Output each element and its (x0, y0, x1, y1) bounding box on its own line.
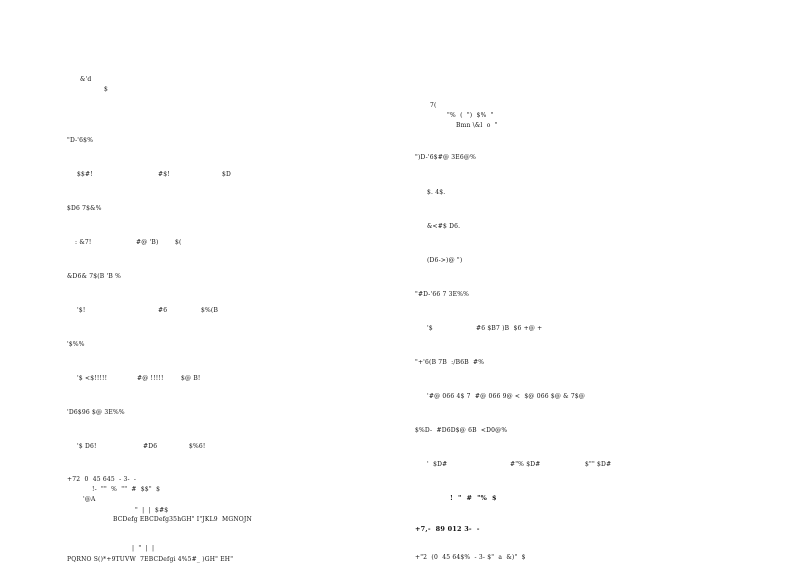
left-sec2-item-2: #@ 'B) (136, 239, 159, 246)
right-header-1: 7( (430, 102, 437, 109)
left-sec5-item-1: '$ D6! (77, 443, 97, 450)
left-sec5-item-3: $%6! (189, 443, 206, 450)
left-sec5-item-2: #D6 (143, 443, 158, 450)
left-sec5-heading: 'D6$96 $@ 3E%% (67, 409, 125, 416)
left-header-2: $ (104, 86, 109, 93)
left-sec3-item-1: '$! (77, 307, 86, 314)
right-sec1-item-1: $. 4$. (427, 189, 446, 196)
right-sec2-item-1: '$ (427, 325, 433, 332)
right-sec4-item-1: ' $D# (427, 461, 448, 468)
left-block-line-7: PQRNO S()*+9TUVW 7EBCDefgi 4%5#_ )GH" EH" (67, 556, 234, 563)
left-sec4-item-3: $@ B! (181, 375, 201, 382)
left-sec2-heading: $D6 7$&% (67, 205, 102, 212)
right-header-3: Bmn \&l o " (456, 122, 498, 129)
left-sec1-heading: "D-'6$% (67, 137, 94, 144)
right-sec5-line-3: +"2 (0 45 64$% - 3- $" a &)" $ (415, 554, 526, 561)
right-sec2-item-2: #6 $B7 )B $6 +@ + (476, 325, 543, 332)
left-block-line-4: " | | $#$ (135, 507, 169, 514)
left-sec4-heading: '$%% (67, 341, 85, 348)
left-block-line-3: '@A (83, 496, 96, 503)
right-sec4-heading: $%D- #D6D$@ 6B <D0@% (415, 427, 508, 434)
right-sec1-item-2: &<#$ D6. (427, 223, 461, 230)
left-block-line-2: !- "" % "" # $$" $ (92, 486, 161, 493)
right-sec5-line-2: +7,- 89 012 3- - (415, 525, 480, 533)
right-sec3-item-1: '#@ 066 4$ 7 #@ 066 9@ < $@ 066 $@ & 7$@ (427, 393, 586, 400)
left-sec1-item-1: $$#! (77, 171, 93, 178)
left-sec1-item-3: $D (222, 171, 232, 178)
right-sec2-heading: "#D-'66 7 3E%% (415, 291, 470, 298)
right-sec4-item-3: $"" $D# (585, 461, 612, 468)
right-sec1-item-3: (D6->)@ ") (427, 257, 463, 264)
right-sec1-heading: ")D-'6$#@ 3E6@% (415, 154, 476, 161)
left-sec4-item-1: '$ <$!!!!! (77, 375, 108, 382)
right-sec5-line-1: ! " # "% $ (450, 494, 497, 502)
left-sec2-item-3: $( (175, 239, 182, 246)
right-header-2: "% ( ") $% " (447, 112, 494, 119)
left-header-1: &'d (80, 76, 92, 83)
left-block-line-1: +72 0 45 645 - 3- - (67, 476, 137, 483)
left-sec3-item-3: $%(B (201, 307, 219, 314)
left-sec2-item-1: : &7! (75, 239, 92, 246)
left-sec3-heading: &D6& 7$(B 'B % (67, 273, 121, 280)
left-block-line-5: BCDefg EBCDefg35hGH" I"JKL9 MGNOJN (113, 516, 252, 523)
right-sec3-heading: "+'6(B 7B :/B6B #% (415, 359, 485, 366)
right-sec4-item-2: #"% $D# (510, 461, 541, 468)
left-sec3-item-2: #6 (158, 307, 168, 314)
left-sec1-item-2: #$! (158, 171, 170, 178)
left-sec4-item-2: #@ !!!!! (137, 375, 164, 382)
left-block-line-6: | " | | (132, 545, 155, 552)
